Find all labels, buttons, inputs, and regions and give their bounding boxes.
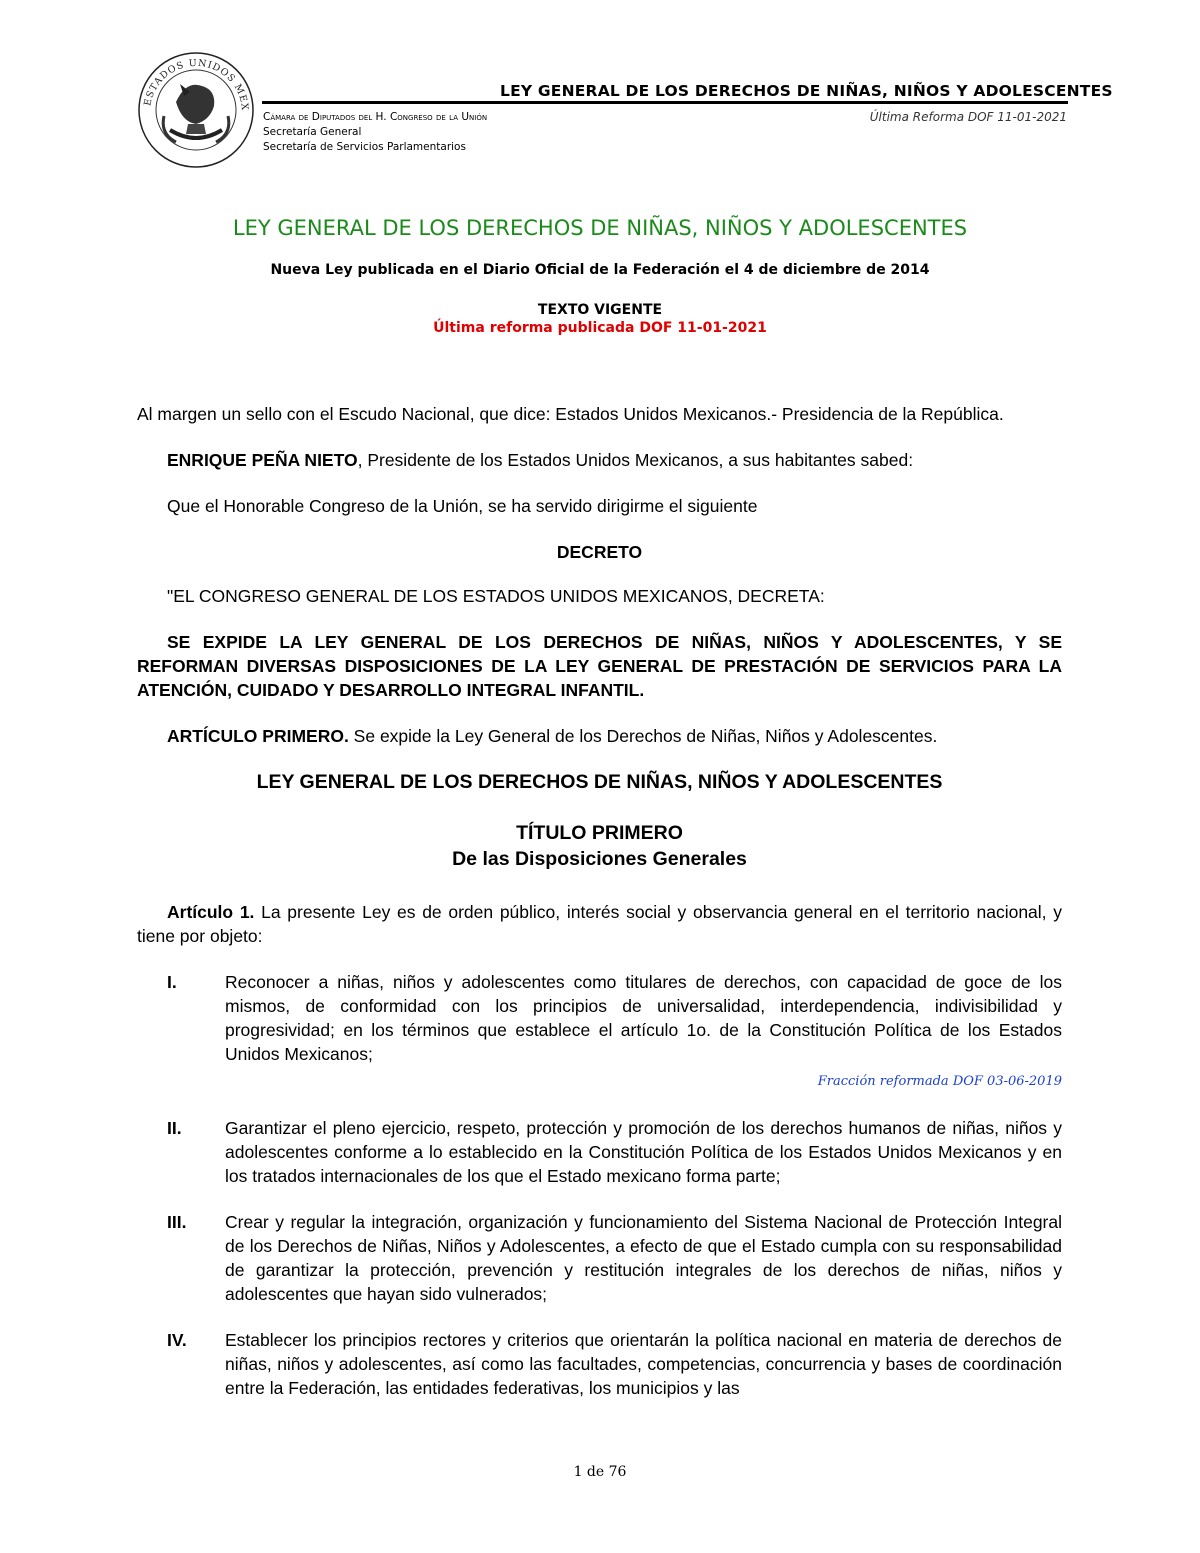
header-divider [262,101,1068,104]
fraccion-item [137,1328,1062,1400]
articulo-primero-paragraph [137,724,1062,748]
decreta-paragraph: "EL CONGRESO GENERAL DE LOS ESTADOS UNIDOS MEXICANOS, DECRETA: [167,586,825,606]
texto-vigente: TEXTO VIGENTE [537,302,663,318]
margen-paragraph: Al margen un sello con el Escudo Nacional, que dice: Estados Unidos Mexicanos.- Presidencia de la República. [137,404,1004,424]
fraccion-number: III. [167,1212,187,1232]
law-section-title: LEY GENERAL DE LOS DERECHOS DE NIÑAS, NIÑOS Y ADOLESCENTES [256,771,943,793]
national-seal [136,50,256,170]
president-paragraph [137,448,1062,472]
fraccion-item [137,1210,1062,1306]
fracciones-list [137,970,1062,1400]
fraccion-number: I. [167,972,177,992]
reform-note: Fracción reformada DOF 03-06-2019 [817,1074,1062,1089]
fraccion-text: Reconocer a niñas, niños y adolescentes como titulares de derechos, con capacidad de goce de los mismos, de conformidad con los principios de universalidad, interdependencia, indivisibilidad y progresividad; en los términos que establece el artículo 1o. de la Constitución Política de los Estados Unidos Mexicanos; [225,972,1062,1064]
fraccion-text: Garantizar el pleno ejercicio, respeto, protección y promoción de los derechos humanos de niñas, niños y adolescentes conforme a lo establecido en la Constitución Política de los Estados Unidos Mexicanos y en los tratados internacionales de los que el Estado mexicano forma parte; [225,1118,1062,1186]
header-servicios: Secretaría de Servicios Parlamentarios [263,141,466,153]
publication-line: Nueva Ley publicada en el Diario Oficial de la Federación el 4 de diciembre de 2014 [270,262,930,278]
articulo-1-text: La presente Ley es de orden público, interés social y observancia general en el territorio nacional, y tiene por objeto: [137,902,1062,946]
document-body [137,402,1062,1422]
president-name: ENRIQUE PEÑA NIETO [167,450,358,470]
president-text: , Presidente de los Estados Unidos Mexicanos, a sus habitantes sabed: [357,450,914,470]
fraccion-text: Crear y regular la integración, organización y funcionamiento del Sistema Nacional de Protección Integral de los Derechos de Niñas, Niños y Adolescentes, a efecto de que el Estado cumpla con su responsabilidad de garantizar la protección, prevención y restitución integrales de los derechos de niñas, niños y adolescentes que hayan sido vulnerados; [225,1212,1062,1304]
titulo-primero: TÍTULO PRIMERO [516,822,683,844]
expide-paragraph: SE EXPIDE LA LEY GENERAL DE LOS DERECHOS DE NIÑAS, NIÑOS Y ADOLESCENTES, Y SE REFORMAN DIVERSAS DISPOSICIONES DE LA LEY GENERAL DE PRESTACIÓN DE SERVICIOS PARA LA ATENCIÓN, CUIDADO Y DESARROLLO INTEGRAL INFANTIL. [137,632,1062,700]
header-law-title: LEY GENERAL DE LOS DERECHOS DE NIÑAS, NIÑOS Y ADOLESCENTES [500,82,1113,100]
articulo-1-paragraph [137,900,1062,948]
decreto-heading: DECRETO [556,542,643,562]
articulo-1-label: Artículo 1. [167,902,255,922]
fraccion-item [137,970,1062,1094]
fraccion-text: Establecer los principios rectores y criterios que orientarán la política nacional en materia de derechos de niñas, niños y adolescentes, así como las facultades, competencias, concurrencia y bases de coordinación entre la Federación, las entidades federativas, los municipios y las [225,1330,1062,1398]
fraccion-content [225,970,1062,1094]
articulo-primero-label: ARTÍCULO PRIMERO. [167,726,349,746]
congreso-paragraph: Que el Honorable Congreso de la Unión, se ha servido dirigirme el siguiente [167,496,758,516]
header-secretaria: Secretaría General [263,126,362,138]
document-title: LEY GENERAL DE LOS DERECHOS DE NIÑAS, NIÑOS Y ADOLESCENTES [232,216,968,240]
last-reform-published: Última reforma publicada DOF 11-01-2021 [433,320,767,336]
fraccion-number: IV. [167,1330,187,1350]
fraccion-item [137,1116,1062,1188]
titulo-heading [137,820,1062,872]
articulo-primero-text: Se expide la Ley General de los Derechos de Niñas, Niños y Adolescentes. [348,726,938,746]
seal-lettering: ESTADOS UNIDOS MEX [142,57,251,112]
fraccion-number: II. [167,1118,182,1138]
titulo-subtitle: De las Disposiciones Generales [452,848,747,870]
header-last-reform: Última Reforma DOF 11-01-2021 [869,110,1067,124]
header-institution [263,110,487,155]
header-chamber: Cámara de Diputados del H. Congreso de la Unión [263,111,488,123]
page-number: 1 de 76 [573,1464,627,1480]
